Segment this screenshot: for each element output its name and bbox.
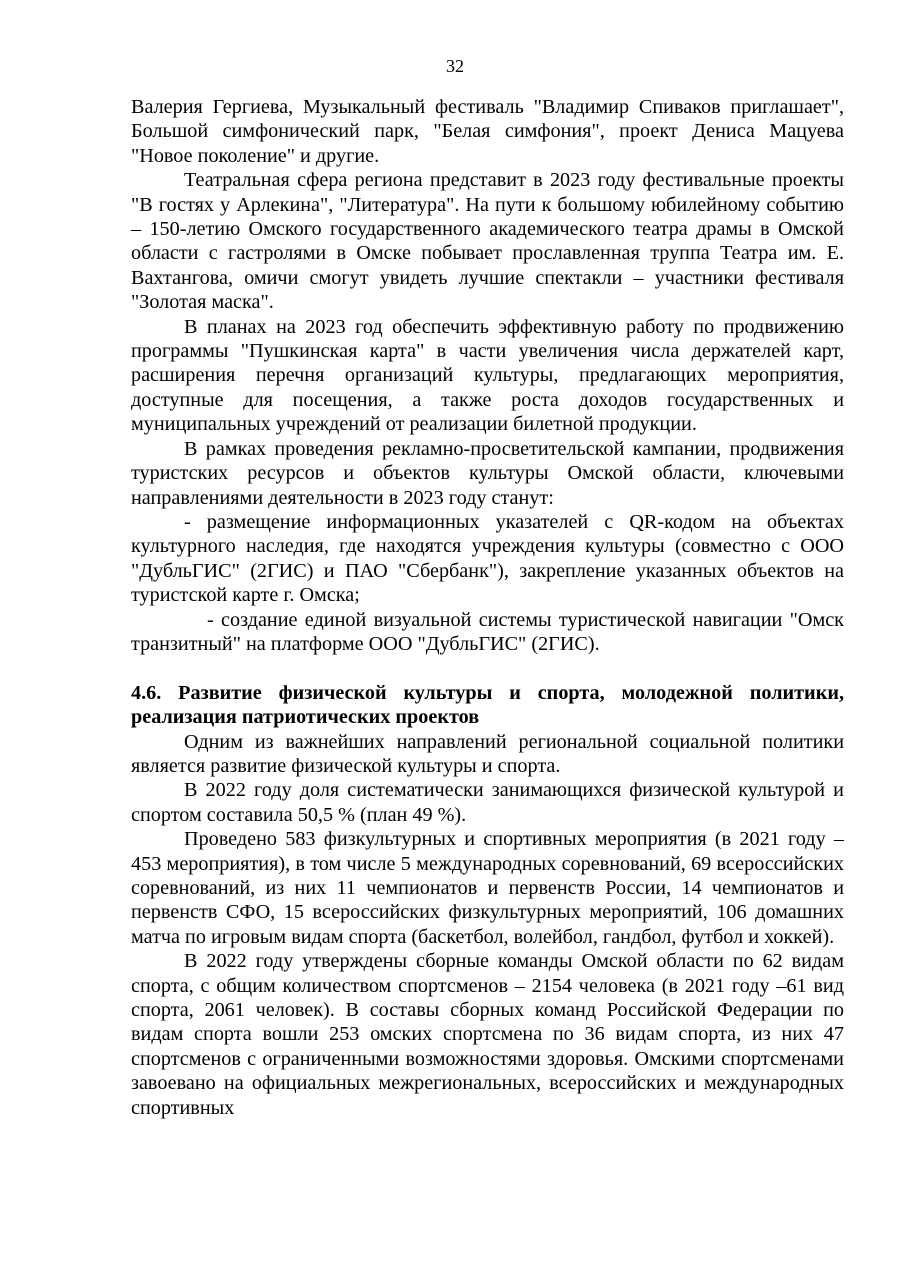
list-item: - размещение информационных указателей с QR-кодом на объектах культурного наследия, где находятся учреждения культуры (совместно с ООО "ДубльГИС" (2ГИС) и ПАО "Сбербанк"), закрепление указанных объектов на туристской карте г. Омска; xyxy=(131,510,844,607)
paragraph: В планах на 2023 год обеспечить эффективную работу по продвижению программы "Пушкинская карта" в части увеличения числа держателей карт, расширения перечня организаций культуры, предлагающих мероприятия, доступные для посещения, а также роста доходов государственных и муниципальных учреждений от реализации билетной продукции. xyxy=(131,315,844,436)
section-heading xyxy=(131,681,844,730)
section-number: 4.6. xyxy=(131,681,162,704)
list-item: - создание единой визуальной системы туристической навигации "Омск транзитный" на платформе ООО "ДубльГИС" (2ГИС). xyxy=(131,608,844,655)
paragraph: Проведено 583 физкультурных и спортивных мероприятия (в 2021 году – 453 мероприятия), в том числе 5 международных соревнований, 69 всероссийских соревнований, из них 11 чемпионатов и первенств России, 14 чемпионатов и первенств СФО, 15 всероссийских физкультурных мероприятий, 106 домашних матча по игровым видам спорта (баскетбол, волейбол, гандбол, футбол и хоккей). xyxy=(131,828,844,948)
paragraph: В 2022 году доля систематически занимающихся физической культурой и спортом составила 50,5 % (план 49 %). xyxy=(131,779,844,826)
paragraph: Театральная сфера региона представит в 2023 году фестивальные проекты "В гостях у Арлекина", "Литература". На пути к большому юбилейному событию – 150-летию Омского государственного академического театра драмы в Омской области с гастролями в Омске побывает прославленная труппа Театра им. Е. Вахтангова, омичи смогут увидеть лучшие спектакли – участники фестиваля "Золотая маска". xyxy=(131,169,844,314)
paragraph: Валерия Гергиева, Музыкальный фестиваль "Владимир Спиваков приглашает", Большой симфонический парк, "Белая симфония", проект Дениса Мацуева "Новое поколение" и другие. xyxy=(131,96,844,167)
paragraph: Одним из важнейших направлений региональной социальной политики является развитие физической культуры и спорта. xyxy=(131,730,844,777)
page-number: 32 xyxy=(446,56,464,76)
section-title: Развитие физической культуры и спорта, молодежной политики, реализация патриотических проектов xyxy=(131,681,845,729)
document-body xyxy=(131,95,844,1120)
paragraph: В 2022 году утверждены сборные команды Омской области по 62 видам спорта, с общим количеством спортсменов – 2154 человека (в 2021 году –61 вид спорта, 2061 человек). В составы сборных команд Российской Федерации по видам спорта вошли 253 омских спортсмена по 36 видам спорта, из них 47 спортсменов с ограниченными возможностями здоровья. Омскими спортсменами завоевано на официальных межрегиональных, всероссийских и международных спортивных xyxy=(131,950,844,1119)
paragraph: В рамках проведения рекламно-просветительской кампании, продвижения туристских ресурсов и объектов культуры Омской области, ключевыми направлениями деятельности в 2023 году станут: xyxy=(131,437,844,509)
